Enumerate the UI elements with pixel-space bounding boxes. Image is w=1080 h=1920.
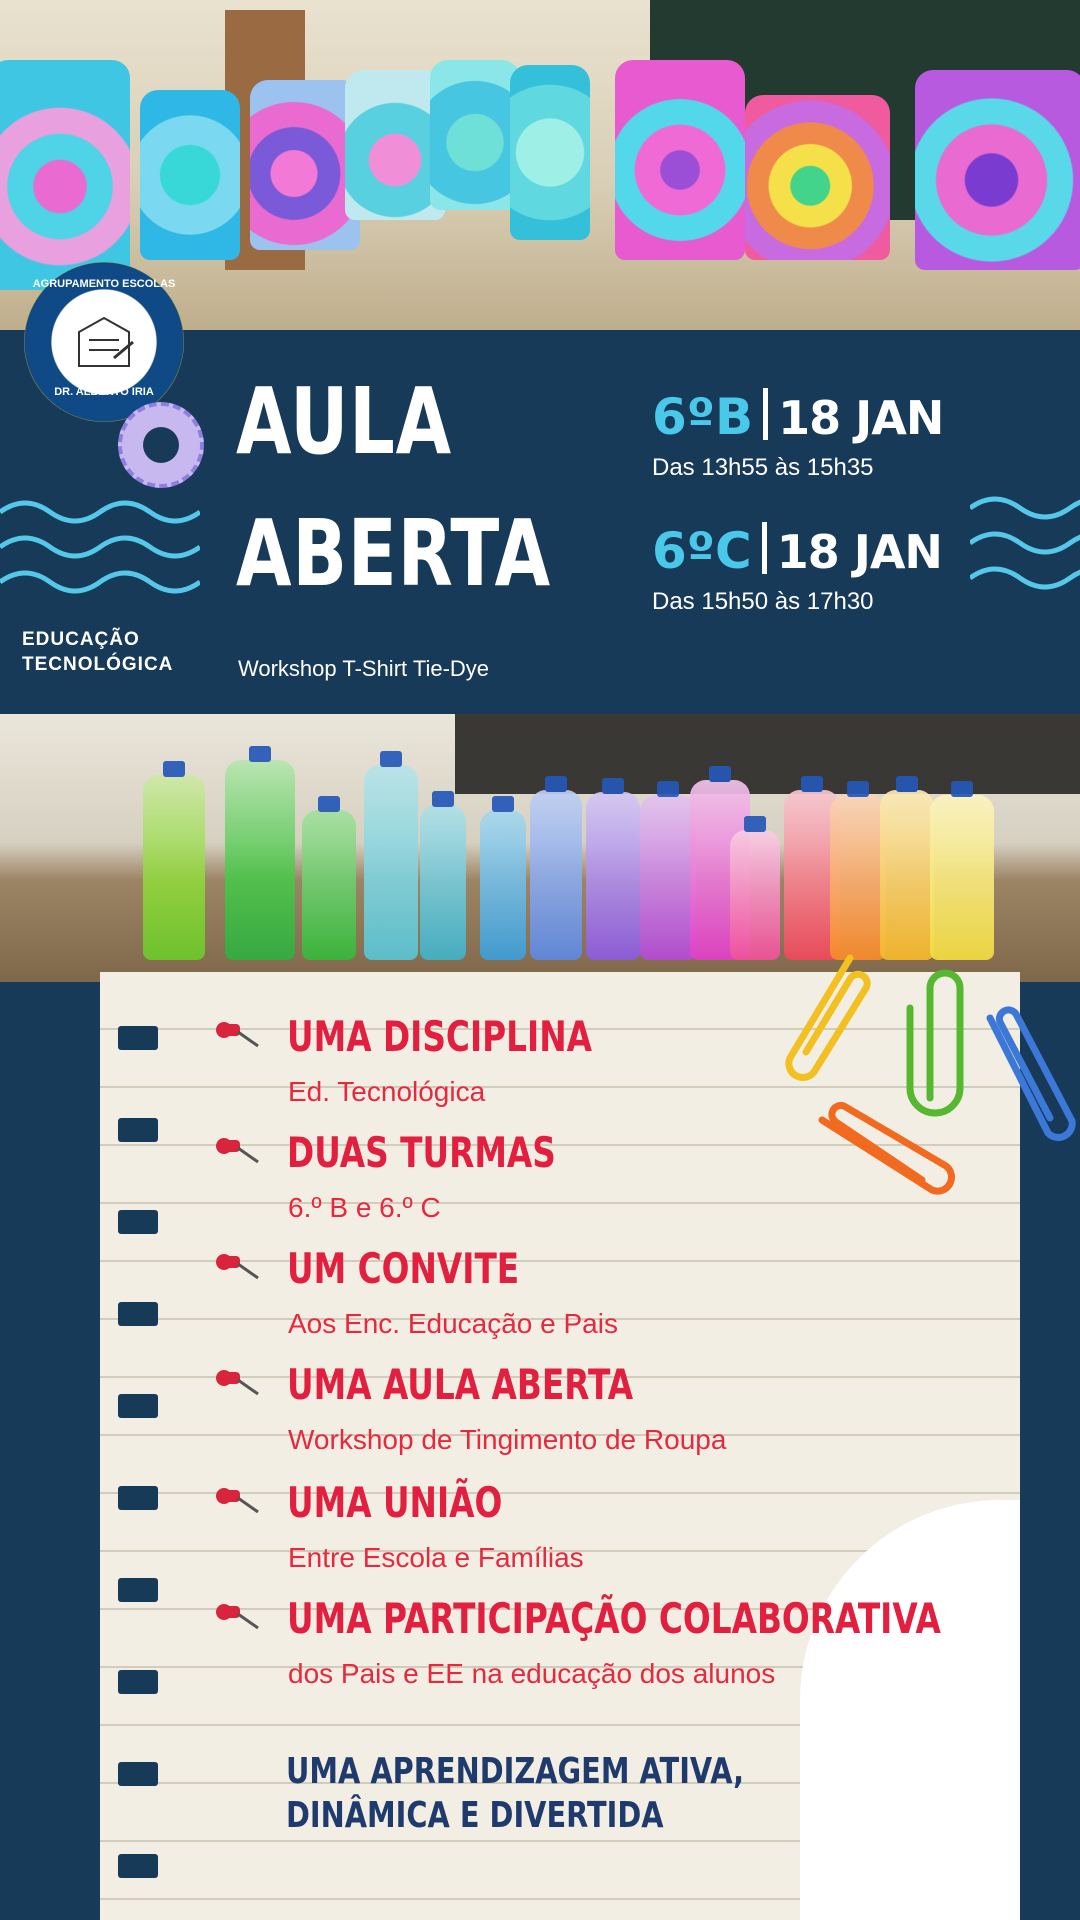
session-date: 18 JAN: [776, 525, 942, 579]
paper-hole: [118, 1210, 158, 1234]
push-pin-icon: [212, 1366, 260, 1398]
paperclip-icon: [770, 948, 880, 1088]
logo-text-bottom: DR. ALBERTO IRIA: [54, 386, 154, 398]
shirt: [915, 70, 1080, 270]
title-line-1: AULA: [236, 368, 452, 475]
push-pin-icon: [212, 1600, 260, 1632]
item-description: Workshop de Tingimento de Roupa: [288, 1424, 727, 1455]
session-class: 6ºB: [652, 388, 754, 446]
item-title: UMA UNIÃO: [287, 1478, 503, 1527]
bottle: [640, 795, 696, 960]
closing-statement: UMA APRENDIZAGEM ATIVA, DINÂMICA E DIVERTIDA: [286, 1751, 745, 1836]
subtitle: Workshop T-Shirt Tie-Dye: [238, 656, 490, 681]
logo-text-top: AGRUPAMENTO ESCOLAS: [32, 278, 176, 290]
bottle: [830, 795, 886, 960]
bottle: [530, 790, 582, 960]
paper-hole: [118, 1026, 158, 1050]
divider: [762, 522, 767, 574]
session-time: Das 13h55 às 15h35: [652, 454, 874, 481]
dye-bottles-photo: [0, 714, 1080, 982]
session-time: Das 15h50 às 17h30: [652, 588, 874, 615]
bottle: [420, 805, 466, 960]
item-description: dos Pais e EE na educação dos alunos: [288, 1658, 776, 1689]
school-logo: [24, 262, 184, 422]
shirt: [510, 65, 590, 240]
item-description: Aos Enc. Educação e Pais: [288, 1308, 618, 1339]
paper-hole: [118, 1854, 158, 1878]
partner-seal-icon: [118, 402, 204, 488]
item-title: DUAS TURMAS: [287, 1128, 556, 1177]
bottle: [225, 760, 295, 960]
shirt: [615, 60, 745, 260]
bottle: [302, 810, 356, 960]
item-description: Entre Escola e Famílias: [288, 1542, 584, 1573]
push-pin-icon: [212, 1018, 260, 1050]
push-pin-icon: [212, 1250, 260, 1282]
shirt: [140, 90, 240, 260]
push-pin-icon: [212, 1484, 260, 1516]
item-title: UM CONVITE: [287, 1244, 520, 1293]
push-pin-icon: [212, 1134, 260, 1166]
item-title: UMA DISCIPLINA: [287, 1012, 593, 1061]
session-6b: [652, 388, 1032, 482]
wave-decoration-right: [970, 488, 1080, 598]
shirt: [0, 60, 130, 290]
paper-hole: [118, 1302, 158, 1326]
paper-curl: [800, 1500, 1020, 1920]
item-description: 6.º B e 6.º C: [288, 1192, 441, 1223]
wave-decoration-left: [0, 492, 200, 602]
title-line-2: ABERTA: [236, 500, 551, 607]
item-title: UMA PARTICIPAÇÃO COLABORATIVA: [287, 1594, 941, 1643]
paperclip-icon: [812, 1100, 962, 1210]
bottle: [880, 790, 934, 960]
bottle: [730, 830, 780, 960]
paperclip-icon: [970, 998, 1080, 1158]
bottle: [143, 775, 205, 960]
paper-hole: [118, 1578, 158, 1602]
paper-hole: [118, 1394, 158, 1418]
paper-hole: [118, 1762, 158, 1786]
shirt: [745, 95, 890, 260]
paper-hole: [118, 1486, 158, 1510]
divider: [763, 388, 768, 440]
department-label: EDUCAÇÃO TECNOLÓGICA: [22, 629, 174, 675]
shirt: [430, 60, 520, 210]
session-class: 6ºC: [652, 522, 752, 580]
paperclip-icon: [895, 968, 965, 1118]
bottle: [586, 792, 640, 960]
paper-hole: [118, 1118, 158, 1142]
session-date: 18 JAN: [778, 391, 944, 445]
paper-hole: [118, 1670, 158, 1694]
item-description: Ed. Tecnológica: [288, 1076, 486, 1107]
school-building-icon: [69, 312, 139, 372]
bottle: [930, 795, 994, 960]
shirt: [250, 80, 360, 250]
bottle: [364, 765, 418, 960]
item-title: UMA AULA ABERTA: [287, 1360, 634, 1409]
bottle: [480, 810, 526, 960]
